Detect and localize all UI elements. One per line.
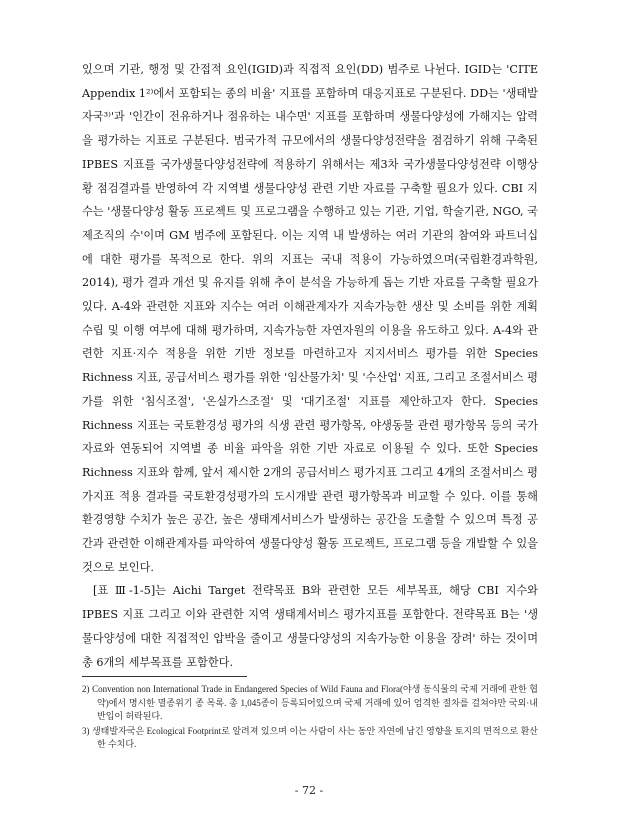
footnote-divider bbox=[82, 676, 247, 677]
footnote-3: 3) 생태발자국은 Ecological Footprint로 알려져 있으며 이는 사람이 사는 동안 자연에 남긴 영향을 토지의 면적으로 환산한 수치다. bbox=[82, 725, 538, 750]
page-number: - 72 - bbox=[294, 784, 324, 797]
body-text bbox=[82, 58, 538, 674]
footnotes bbox=[82, 683, 538, 753]
page-content bbox=[82, 58, 538, 674]
paragraph-1: 있으며 기관, 행정 및 간접적 요인(IGID)과 직접적 요인(DD) 범주로 나뉜다. IGID는 'CITE Appendix 1²⁾에서 포함되는 종의 비율' 지표를 포함하며 대응지표로 구분된다. DD는 '생태발자국³⁾'과 '인간이 전유하거나 점유하는 내수면' 지표를 포함하며 생물다양성에 가해지는 압력을 평가하는 지표로 구분된다. 범국가적 규모에서의 생물다양성전략을 점검하기 위해 구축된 IPBES 지표를 국가생물다양성전략에 적용하기 위해서는 제3차 국가생물다양성전략 이행상황 점검결과를 반영하여 각 지역별 생물다양성 관련 기반 자료를 구축할 필요가 있다. CBI 지수는 '생물다양성 활동 프로젝트 및 프로그램을 수행하고 있는 기관, 기업, 학술기관, NGO, 국제조직의 수'이며 GM 범주에 포함된다. 이는 지역 내 발생하는 여러 기관의 참여와 파트너십에 대한 평가를 목적으로 한다. 위의 지표는 국내 적용이 가능하였으며(국립환경과학원, 2014), 평가 결과 개선 및 유지를 위해 추이 분석을 가능하게 돕는 기반 자료를 구축할 필요가 있다. A-4와 관련한 지표와 지수는 여러 이해관계자가 지속가능한 생산 및 소비를 위한 계획 수립 및 이행 여부에 대해 평가하며, 지속가능한 자연자원의 이용을 유도하고 있다. A-4와 관련한 지표·지수 적용을 위한 기반 정보를 마련하고자 지지서비스 평가를 위한 Species Richness 지표, 공급서비스 평가를 위한 '임산물가치' 및 '수산업' 지표, 그리고 조절서비스 평가를 위한 '침식조절', '온실가스조절' 및 '대기조절' 지표를 제안하고자 한다. Species Richness 지표는 국토환경성 평가의 식생 관련 평가항목, 야생동물 관련 평가항목 등의 국가 자료와 연동되어 지역별 종 비율 파악을 위한 기반 자료로 이용될 수 있다. 또한 Species Richness 지표와 함께, 앞서 제시한 2개의 공급서비스 평가지표 그리고 4개의 조절서비스 평가지표 적용 결과를 국토환경성평가의 도시개발 관련 평가항목과 비교할 수 있다. 이를 통해 환경영향 수치가 높은 공간, 높은 생태계서비스가 발생하는 공간을 도출할 수 있으며 특정 공간과 관련한 이해관계자를 파악하여 생물다양성 활동 프로젝트, 프로그램 등을 개발할 수 있을 것으로 보인다. bbox=[82, 63, 538, 574]
paragraph-2: [표 Ⅲ-1-5]는 Aichi Target 전략목표 B와 관련한 모든 세부목표, 해당 CBI 지수와 IPBES 지표 그리고 이와 관련한 지역 생태계서비스 평가지표를 포함한다. 전략목표 B는 '생물다양성에 대한 직접적인 압박을 줄이고 생물다양성의 지속가능한 이용을 장려' 하는 것이며 총 6개의 세부목표를 포함한다. bbox=[82, 584, 538, 669]
footnote-2: 2) Convention non International Trade in Endangered Species of Wild Fauna and Flora(야생 동식물의 국제 거래에 관한 협약)에서 명시한 멸종위기 종 목록. 총 1,045종이 등록되어있으며 국제 거래에 있어 엄격한 절차를 걸쳐야만 국외·내 반입이 허락된다. bbox=[82, 684, 538, 722]
